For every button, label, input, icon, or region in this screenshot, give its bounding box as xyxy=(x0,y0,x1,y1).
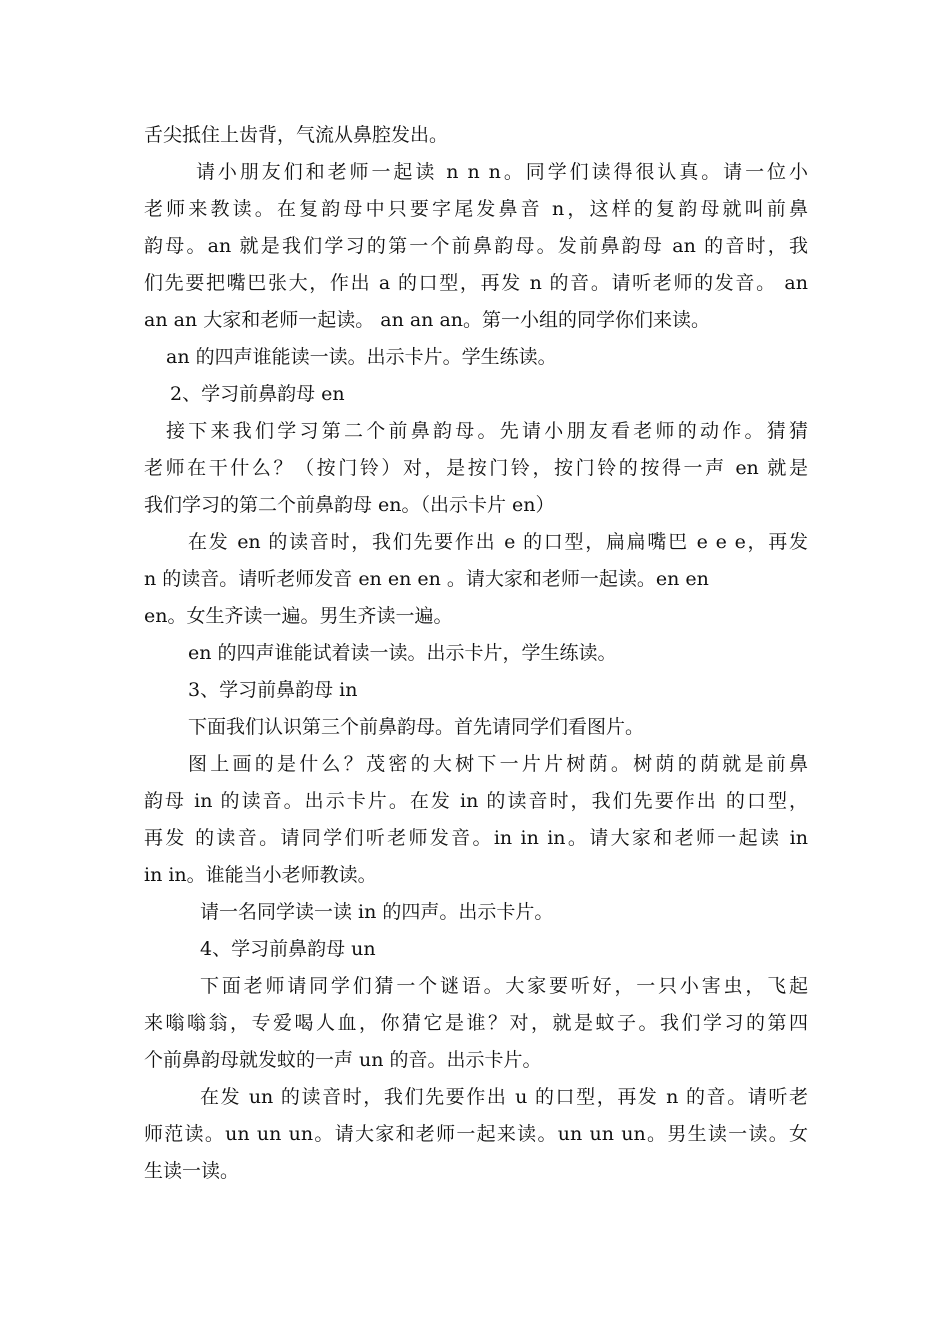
text-line: 生读一读。 xyxy=(144,1160,240,1182)
text-line: an an 大家和老师一起读。 an an an。第一小组的同学你们来读。 xyxy=(144,309,711,331)
section-heading: 3、学习前鼻韵母 in xyxy=(188,679,358,701)
text-line: 韵母 in 的读音。出示卡片。在发 in 的读音时，我们先要作出 的口型， xyxy=(144,790,808,812)
text-line: 下面我们认识第三个前鼻韵母。首先请同学们看图片。 xyxy=(188,716,645,738)
text-line: 图上画的是什么？茂密的大树下一片片树荫。树荫的荫就是前鼻 xyxy=(188,753,808,775)
text-line: 老师来教读。在复韵母中只要字尾发鼻音 n，这样的复韵母就叫前鼻 xyxy=(144,198,808,220)
text-line: en。女生齐读一遍。男生齐读一遍。 xyxy=(144,605,453,627)
text-line: 个前鼻韵母就发蚊的一声 un 的音。出示卡片。 xyxy=(144,1049,542,1071)
text-line: 们先要把嘴巴张大，作出 a 的口型，再发 n 的音。请听老师的发音。 an xyxy=(144,272,808,294)
text-line: in in。谁能当小老师教读。 xyxy=(144,864,377,886)
section-heading: 2、学习前鼻韵母 en xyxy=(170,383,345,405)
text-line: 在发 en 的读音时，我们先要作出 e 的口型，扁扁嘴巴 e e e，再发 xyxy=(188,531,808,553)
text-line: an 的四声谁能读一读。出示卡片。学生练读。 xyxy=(166,346,557,368)
text-line: 下面老师请同学们猜一个谜语。大家要听好，一只小害虫，飞起 xyxy=(200,975,808,997)
section-heading: 4、学习前鼻韵母 un xyxy=(200,938,376,960)
text-line: 再发 的读音。请同学们听老师发音。in in in。请大家和老师一起读 in xyxy=(144,827,808,849)
text-line: 在发 un 的读音时，我们先要作出 u 的口型，再发 n 的音。请听老 xyxy=(200,1086,808,1108)
text-line: 舌尖抵住上齿背，气流从鼻腔发出。 xyxy=(144,124,449,146)
text-line: 老师在干什么？（按门铃）对，是按门铃，按门铃的按得一声 en 就是 xyxy=(144,457,808,479)
text-line: n 的读音。请听老师发音 en en en 。请大家和老师一起读。en en xyxy=(144,568,709,590)
text-line: 来嗡嗡翁，专爱喝人血，你猜它是谁？对，就是蚊子。我们学习的第四 xyxy=(144,1012,808,1034)
text-line: 请小朋友们和老师一起读 n n n。同学们读得很认真。请一位小 xyxy=(196,161,808,183)
text-line: 接下来我们学习第二个前鼻韵母。先请小朋友看老师的动作。猜猜 xyxy=(166,420,808,442)
text-line: en 的四声谁能试着读一读。出示卡片，学生练读。 xyxy=(188,642,617,664)
text-line: 请一名同学读一读 in 的四声。出示卡片。 xyxy=(200,901,554,923)
text-line: 师范读。un un un。请大家和老师一起来读。un un un。男生读一读。女 xyxy=(144,1123,808,1145)
text-line: 我们学习的第二个前鼻韵母 en。（出示卡片 en） xyxy=(144,494,555,516)
text-line: 韵母。an 就是我们学习的第一个前鼻韵母。发前鼻韵母 an 的音时，我 xyxy=(144,235,808,257)
